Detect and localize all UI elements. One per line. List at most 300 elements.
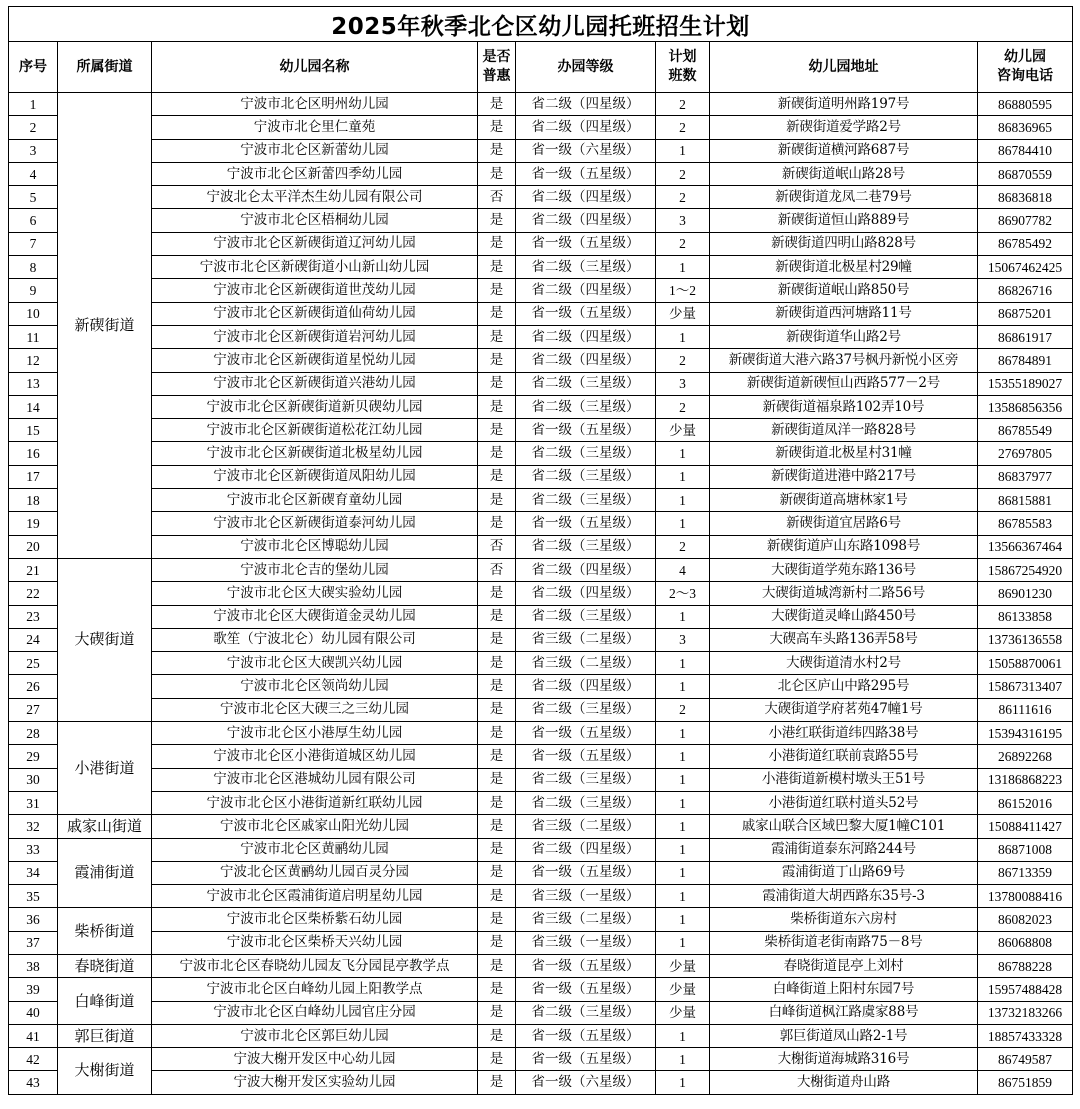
cell-seq: 32 <box>9 815 58 838</box>
cell-address: 小港街道红联前袁路55号 <box>710 745 978 768</box>
cell-inclusive: 是 <box>478 209 516 232</box>
cell-classes: 1 <box>656 931 710 954</box>
cell-classes: 1 <box>656 139 710 162</box>
cell-inclusive: 是 <box>478 1048 516 1071</box>
cell-name: 宁波市北仑区新蕾四季幼儿园 <box>152 162 478 185</box>
cell-name: 宁波市北仑里仁童苑 <box>152 116 478 139</box>
cell-name: 宁波市北仑区领尚幼儿园 <box>152 675 478 698</box>
cell-level: 省二级（三星级） <box>516 605 656 628</box>
cell-seq: 38 <box>9 954 58 977</box>
cell-seq: 7 <box>9 232 58 255</box>
cell-address: 郭巨街道凤山路2-1号 <box>710 1024 978 1047</box>
cell-inclusive: 是 <box>478 93 516 116</box>
cell-classes: 2 <box>656 186 710 209</box>
cell-classes: 1 <box>656 325 710 348</box>
cell-phone: 86785549 <box>978 419 1073 442</box>
cell-classes: 2 <box>656 698 710 721</box>
cell-classes: 少量 <box>656 1001 710 1024</box>
cell-inclusive: 是 <box>478 698 516 721</box>
cell-phone: 26892268 <box>978 745 1073 768</box>
cell-name: 宁波市北仑区霞浦街道启明星幼儿园 <box>152 885 478 908</box>
cell-seq: 4 <box>9 162 58 185</box>
cell-phone: 13586856356 <box>978 395 1073 418</box>
cell-name: 宁波市北仑区郭巨幼儿园 <box>152 1024 478 1047</box>
cell-seq: 28 <box>9 722 58 745</box>
cell-phone: 86875201 <box>978 302 1073 325</box>
cell-name: 宁波大榭开发区实验幼儿园 <box>152 1071 478 1094</box>
cell-level: 省二级（四星级） <box>516 838 656 861</box>
header-inclusive-line2: 普惠 <box>482 68 511 84</box>
cell-name: 宁波市北仑区新碶街道辽河幼儿园 <box>152 232 478 255</box>
cell-classes: 2 <box>656 232 710 255</box>
cell-level: 省二级（三星级） <box>516 442 656 465</box>
cell-classes: 1 <box>656 465 710 488</box>
cell-seq: 42 <box>9 1048 58 1071</box>
cell-phone: 86082023 <box>978 908 1073 931</box>
cell-phone: 86785492 <box>978 232 1073 255</box>
table-row <box>9 232 1073 255</box>
cell-phone: 15867254920 <box>978 558 1073 581</box>
cell-address: 大榭街道海城路316号 <box>710 1048 978 1071</box>
cell-seq: 1 <box>9 93 58 116</box>
cell-inclusive: 是 <box>478 722 516 745</box>
cell-inclusive: 是 <box>478 325 516 348</box>
cell-classes: 1 <box>656 675 710 698</box>
cell-address: 大碶街道灵峰山路450号 <box>710 605 978 628</box>
cell-name: 宁波市北仑区戚家山阳光幼儿园 <box>152 815 478 838</box>
cell-address: 新碶街道龙凤二巷79号 <box>710 186 978 209</box>
cell-phone: 15867313407 <box>978 675 1073 698</box>
cell-level: 省二级（四星级） <box>516 116 656 139</box>
cell-phone: 86836965 <box>978 116 1073 139</box>
cell-inclusive: 否 <box>478 186 516 209</box>
cell-address: 大碶街道学府茗苑47幢1号 <box>710 698 978 721</box>
table-row <box>9 162 1073 185</box>
table-row <box>9 675 1073 698</box>
cell-level: 省二级（三星级） <box>516 395 656 418</box>
cell-seq: 43 <box>9 1071 58 1094</box>
cell-seq: 15 <box>9 419 58 442</box>
cell-address: 新碶街道进港中路217号 <box>710 465 978 488</box>
header-street: 所属街道 <box>58 42 152 93</box>
cell-seq: 17 <box>9 465 58 488</box>
cell-seq: 39 <box>9 978 58 1001</box>
table-row <box>9 256 1073 279</box>
cell-name: 宁波市北仑区大碶实验幼儿园 <box>152 582 478 605</box>
cell-name: 宁波市北仑区新蕾幼儿园 <box>152 139 478 162</box>
cell-name: 宁波市北仑区明州幼儿园 <box>152 93 478 116</box>
cell-seq: 20 <box>9 535 58 558</box>
cell-classes: 1 <box>656 838 710 861</box>
table-row <box>9 116 1073 139</box>
cell-seq: 16 <box>9 442 58 465</box>
cell-name: 宁波市北仑区黄鹂幼儿园 <box>152 838 478 861</box>
cell-inclusive: 是 <box>478 116 516 139</box>
cell-name: 宁波市北仑区小港街道新红联幼儿园 <box>152 791 478 814</box>
cell-name: 宁波市北仑区港城幼儿园有限公司 <box>152 768 478 791</box>
cell-classes: 3 <box>656 209 710 232</box>
cell-address: 新碶街道北极星村31幢 <box>710 442 978 465</box>
cell-name: 宁波市北仑区小港街道城区幼儿园 <box>152 745 478 768</box>
cell-phone: 86871008 <box>978 838 1073 861</box>
cell-address: 戚家山联合区域巴黎大厦1幢C101 <box>710 815 978 838</box>
header-classes-line2: 班数 <box>668 68 697 84</box>
cell-name: 宁波市北仑区新碶街道凤阳幼儿园 <box>152 465 478 488</box>
cell-name: 宁波市北仑区大碶凯兴幼儿园 <box>152 652 478 675</box>
cell-level: 省一级（五星级） <box>516 302 656 325</box>
cell-address: 新碶街道庐山东路1098号 <box>710 535 978 558</box>
cell-address: 大碶高车头路136弄58号 <box>710 628 978 651</box>
cell-street: 戚家山街道 <box>58 815 152 838</box>
table-row <box>9 279 1073 302</box>
cell-address: 新碶街道北极星村29幢 <box>710 256 978 279</box>
cell-address: 白峰街道上阳村东园7号 <box>710 978 978 1001</box>
cell-inclusive: 是 <box>478 605 516 628</box>
cell-seq: 41 <box>9 1024 58 1047</box>
cell-inclusive: 是 <box>478 162 516 185</box>
table-row <box>9 1071 1073 1094</box>
cell-address: 新碶街道爱学路2号 <box>710 116 978 139</box>
cell-phone: 86826716 <box>978 279 1073 302</box>
cell-street: 大碶街道 <box>58 558 152 721</box>
cell-address: 霞浦街道丁山路69号 <box>710 861 978 884</box>
cell-seq: 8 <box>9 256 58 279</box>
cell-classes: 1 <box>656 768 710 791</box>
table-row <box>9 605 1073 628</box>
cell-address: 新碶街道四明山路828号 <box>710 232 978 255</box>
cell-seq: 34 <box>9 861 58 884</box>
cell-address: 新碶街道高塘林家1号 <box>710 489 978 512</box>
cell-classes: 2 <box>656 93 710 116</box>
cell-seq: 33 <box>9 838 58 861</box>
cell-phone: 27697805 <box>978 442 1073 465</box>
cell-level: 省一级（五星级） <box>516 745 656 768</box>
table-row <box>9 349 1073 372</box>
cell-seq: 35 <box>9 885 58 908</box>
cell-phone: 15355189027 <box>978 372 1073 395</box>
table-title: 2025年秋季北仑区幼儿园托班招生计划 <box>9 7 1073 42</box>
cell-seq: 24 <box>9 628 58 651</box>
cell-level: 省三级（二星级） <box>516 815 656 838</box>
cell-name: 宁波市北仑区大碶三之三幼儿园 <box>152 698 478 721</box>
cell-address: 大碶街道城湾新村二路56号 <box>710 582 978 605</box>
cell-address: 小港街道新模村墩头王51号 <box>710 768 978 791</box>
cell-classes: 2 <box>656 162 710 185</box>
header-row <box>9 42 1073 93</box>
cell-classes: 1 <box>656 815 710 838</box>
cell-level: 省一级（五星级） <box>516 512 656 535</box>
table-row <box>9 838 1073 861</box>
cell-classes: 少量 <box>656 302 710 325</box>
cell-level: 省二级（四星级） <box>516 325 656 348</box>
cell-name: 宁波市北仑区春晓幼儿园友飞分园昆亭教学点 <box>152 954 478 977</box>
cell-address: 柴桥街道东六房村 <box>710 908 978 931</box>
cell-phone: 86880595 <box>978 93 1073 116</box>
cell-inclusive: 是 <box>478 954 516 977</box>
cell-classes: 1 <box>656 745 710 768</box>
cell-seq: 11 <box>9 325 58 348</box>
cell-level: 省二级（四星级） <box>516 675 656 698</box>
cell-phone: 86785583 <box>978 512 1073 535</box>
table-row <box>9 698 1073 721</box>
cell-address: 新碶街道凤洋一路828号 <box>710 419 978 442</box>
cell-level: 省二级（三星级） <box>516 1001 656 1024</box>
cell-name: 宁波市北仑区新碶街道岩河幼儿园 <box>152 325 478 348</box>
cell-name: 宁波市北仑区新碶育童幼儿园 <box>152 489 478 512</box>
cell-name: 宁波市北仑区新碶街道世茂幼儿园 <box>152 279 478 302</box>
cell-phone: 86133858 <box>978 605 1073 628</box>
cell-classes: 1 <box>656 1071 710 1094</box>
cell-name: 宁波市北仑区新碶街道泰河幼儿园 <box>152 512 478 535</box>
cell-name: 宁波市北仑区新碶街道松花江幼儿园 <box>152 419 478 442</box>
cell-seq: 10 <box>9 302 58 325</box>
cell-classes: 2 <box>656 535 710 558</box>
cell-street: 小港街道 <box>58 722 152 815</box>
table-row <box>9 582 1073 605</box>
cell-level: 省一级（五星级） <box>516 419 656 442</box>
cell-classes: 2 <box>656 395 710 418</box>
cell-seq: 2 <box>9 116 58 139</box>
cell-address: 大榭街道舟山路 <box>710 1071 978 1094</box>
cell-level: 省二级（三星级） <box>516 768 656 791</box>
cell-classes: 1 <box>656 605 710 628</box>
cell-classes: 1 <box>656 652 710 675</box>
header-phone <box>978 42 1073 93</box>
header-classes-line1: 计划 <box>668 49 697 65</box>
cell-seq: 3 <box>9 139 58 162</box>
cell-classes: 1 <box>656 1048 710 1071</box>
cell-name: 宁波市北仑区柴桥紫石幼儿园 <box>152 908 478 931</box>
cell-inclusive: 是 <box>478 978 516 1001</box>
table-row <box>9 419 1073 442</box>
table-row <box>9 558 1073 581</box>
cell-level: 省二级（三星级） <box>516 698 656 721</box>
cell-phone: 86751859 <box>978 1071 1073 1094</box>
cell-level: 省二级（三星级） <box>516 372 656 395</box>
cell-inclusive: 是 <box>478 838 516 861</box>
cell-classes: 1 <box>656 861 710 884</box>
cell-inclusive: 是 <box>478 232 516 255</box>
cell-level: 省一级（五星级） <box>516 861 656 884</box>
cell-address: 春晓街道昆亭上刘村 <box>710 954 978 977</box>
table-row <box>9 1048 1073 1071</box>
enrollment-table <box>8 6 1073 1095</box>
cell-phone: 86837977 <box>978 465 1073 488</box>
cell-level: 省一级（五星级） <box>516 1048 656 1071</box>
cell-street: 春晓街道 <box>58 954 152 977</box>
cell-seq: 29 <box>9 745 58 768</box>
cell-address: 新碶街道宜居路6号 <box>710 512 978 535</box>
cell-inclusive: 是 <box>478 791 516 814</box>
cell-address: 大碶街道清水村2号 <box>710 652 978 675</box>
table-row <box>9 908 1073 931</box>
table-row <box>9 815 1073 838</box>
table-row <box>9 1001 1073 1024</box>
cell-inclusive: 是 <box>478 908 516 931</box>
cell-inclusive: 是 <box>478 395 516 418</box>
cell-address: 大碶街道学苑东路136号 <box>710 558 978 581</box>
cell-address: 白峰街道枫江路虞家88号 <box>710 1001 978 1024</box>
cell-classes: 1 <box>656 489 710 512</box>
cell-address: 新碶街道岷山路28号 <box>710 162 978 185</box>
cell-phone: 86815881 <box>978 489 1073 512</box>
cell-name: 宁波市北仑区新碶街道星悦幼儿园 <box>152 349 478 372</box>
cell-phone: 86749587 <box>978 1048 1073 1071</box>
cell-phone: 86901230 <box>978 582 1073 605</box>
table-row <box>9 139 1073 162</box>
header-seq: 序号 <box>9 42 58 93</box>
cell-address: 新碶街道西河塘路11号 <box>710 302 978 325</box>
cell-address: 新碶街道横河路687号 <box>710 139 978 162</box>
cell-name: 宁波市北仑区小港厚生幼儿园 <box>152 722 478 745</box>
cell-seq: 37 <box>9 931 58 954</box>
header-phone-line2: 咨询电话 <box>997 68 1053 84</box>
cell-seq: 27 <box>9 698 58 721</box>
cell-classes: 1 <box>656 512 710 535</box>
cell-phone: 13566367464 <box>978 535 1073 558</box>
cell-name: 宁波市北仑吉的堡幼儿园 <box>152 558 478 581</box>
header-phone-line1: 幼儿园 <box>1004 49 1046 65</box>
cell-address: 小港红联街道纬四路38号 <box>710 722 978 745</box>
cell-inclusive: 是 <box>478 489 516 512</box>
header-level: 办园等级 <box>516 42 656 93</box>
cell-seq: 25 <box>9 652 58 675</box>
cell-street: 柴桥街道 <box>58 908 152 955</box>
cell-address: 小港街道红联村道头52号 <box>710 791 978 814</box>
table-row <box>9 302 1073 325</box>
cell-name: 宁波北仑太平洋杰生幼儿园有限公司 <box>152 186 478 209</box>
cell-phone: 15957488428 <box>978 978 1073 1001</box>
cell-level: 省二级（四星级） <box>516 209 656 232</box>
cell-name: 宁波市北仑区柴桥天兴幼儿园 <box>152 931 478 954</box>
cell-level: 省一级（五星级） <box>516 722 656 745</box>
cell-inclusive: 是 <box>478 652 516 675</box>
cell-level: 省三级（一星级） <box>516 885 656 908</box>
cell-phone: 13780088416 <box>978 885 1073 908</box>
cell-phone: 86713359 <box>978 861 1073 884</box>
cell-address: 霞浦街道大胡西路东35号-3 <box>710 885 978 908</box>
cell-name: 宁波市北仑区新碶街道兴港幼儿园 <box>152 372 478 395</box>
cell-name: 宁波大榭开发区中心幼儿园 <box>152 1048 478 1071</box>
cell-name: 宁波市北仑区新碶街道北极星幼儿园 <box>152 442 478 465</box>
cell-inclusive: 是 <box>478 512 516 535</box>
table-row <box>9 465 1073 488</box>
table-row <box>9 791 1073 814</box>
cell-inclusive: 是 <box>478 419 516 442</box>
cell-inclusive: 是 <box>478 1024 516 1047</box>
cell-seq: 12 <box>9 349 58 372</box>
cell-level: 省一级（五星级） <box>516 978 656 1001</box>
table-row <box>9 954 1073 977</box>
table-row <box>9 861 1073 884</box>
cell-phone: 18857433328 <box>978 1024 1073 1047</box>
cell-seq: 22 <box>9 582 58 605</box>
cell-name: 宁波市北仑区白峰幼儿园上阳教学点 <box>152 978 478 1001</box>
table-row <box>9 442 1073 465</box>
cell-level: 省三级（一星级） <box>516 931 656 954</box>
cell-phone: 13186868223 <box>978 768 1073 791</box>
table-row <box>9 535 1073 558</box>
table-row <box>9 628 1073 651</box>
cell-level: 省一级（六星级） <box>516 139 656 162</box>
table-row <box>9 186 1073 209</box>
cell-phone: 15394316195 <box>978 722 1073 745</box>
cell-level: 省一级（五星级） <box>516 954 656 977</box>
cell-level: 省二级（四星级） <box>516 349 656 372</box>
cell-seq: 19 <box>9 512 58 535</box>
cell-name: 宁波市北仑区新碶街道新贝碶幼儿园 <box>152 395 478 418</box>
table-row <box>9 372 1073 395</box>
cell-inclusive: 是 <box>478 745 516 768</box>
cell-name: 宁波北仑区黄鹂幼儿园百灵分园 <box>152 861 478 884</box>
cell-seq: 23 <box>9 605 58 628</box>
cell-inclusive: 是 <box>478 372 516 395</box>
header-inclusive <box>478 42 516 93</box>
cell-level: 省三级（二星级） <box>516 652 656 675</box>
cell-classes: 3 <box>656 628 710 651</box>
cell-inclusive: 是 <box>478 1001 516 1024</box>
cell-phone: 13736136558 <box>978 628 1073 651</box>
cell-level: 省二级（三星级） <box>516 256 656 279</box>
table-row <box>9 512 1073 535</box>
cell-inclusive: 是 <box>478 1071 516 1094</box>
cell-phone: 86152016 <box>978 791 1073 814</box>
cell-seq: 36 <box>9 908 58 931</box>
cell-level: 省二级（三星级） <box>516 535 656 558</box>
cell-phone: 86907782 <box>978 209 1073 232</box>
cell-address: 新碶街道福泉路102弄10号 <box>710 395 978 418</box>
cell-address: 北仑区庐山中路295号 <box>710 675 978 698</box>
cell-classes: 少量 <box>656 978 710 1001</box>
cell-name: 宁波市北仑区新碶街道仙荷幼儿园 <box>152 302 478 325</box>
cell-classes: 1～2 <box>656 279 710 302</box>
header-classes <box>656 42 710 93</box>
cell-inclusive: 是 <box>478 885 516 908</box>
cell-inclusive: 否 <box>478 535 516 558</box>
cell-address: 新碶街道恒山路889号 <box>710 209 978 232</box>
cell-name: 宁波市北仑区白峰幼儿园官庄分园 <box>152 1001 478 1024</box>
cell-classes: 1 <box>656 722 710 745</box>
table-row <box>9 93 1073 116</box>
cell-address: 新碶街道新碶恒山西路577－2号 <box>710 372 978 395</box>
cell-phone: 86111616 <box>978 698 1073 721</box>
table-row <box>9 489 1073 512</box>
cell-classes: 少量 <box>656 419 710 442</box>
cell-inclusive: 否 <box>478 558 516 581</box>
table-row <box>9 722 1073 745</box>
cell-address: 新碶街道大港六路37号枫丹新悦小区旁 <box>710 349 978 372</box>
cell-classes: 3 <box>656 372 710 395</box>
cell-classes: 1 <box>656 1024 710 1047</box>
cell-inclusive: 是 <box>478 302 516 325</box>
cell-level: 省二级（四星级） <box>516 186 656 209</box>
cell-classes: 1 <box>656 256 710 279</box>
table-row <box>9 395 1073 418</box>
cell-classes: 1 <box>656 442 710 465</box>
cell-seq: 21 <box>9 558 58 581</box>
cell-classes: 2～3 <box>656 582 710 605</box>
cell-inclusive: 是 <box>478 628 516 651</box>
cell-seq: 6 <box>9 209 58 232</box>
cell-inclusive: 是 <box>478 349 516 372</box>
table-row <box>9 1024 1073 1047</box>
cell-phone: 15058870061 <box>978 652 1073 675</box>
table-row <box>9 209 1073 232</box>
cell-phone: 86068808 <box>978 931 1073 954</box>
cell-phone: 86784891 <box>978 349 1073 372</box>
cell-classes: 少量 <box>656 954 710 977</box>
enrollment-plan-sheet <box>8 6 1072 1095</box>
